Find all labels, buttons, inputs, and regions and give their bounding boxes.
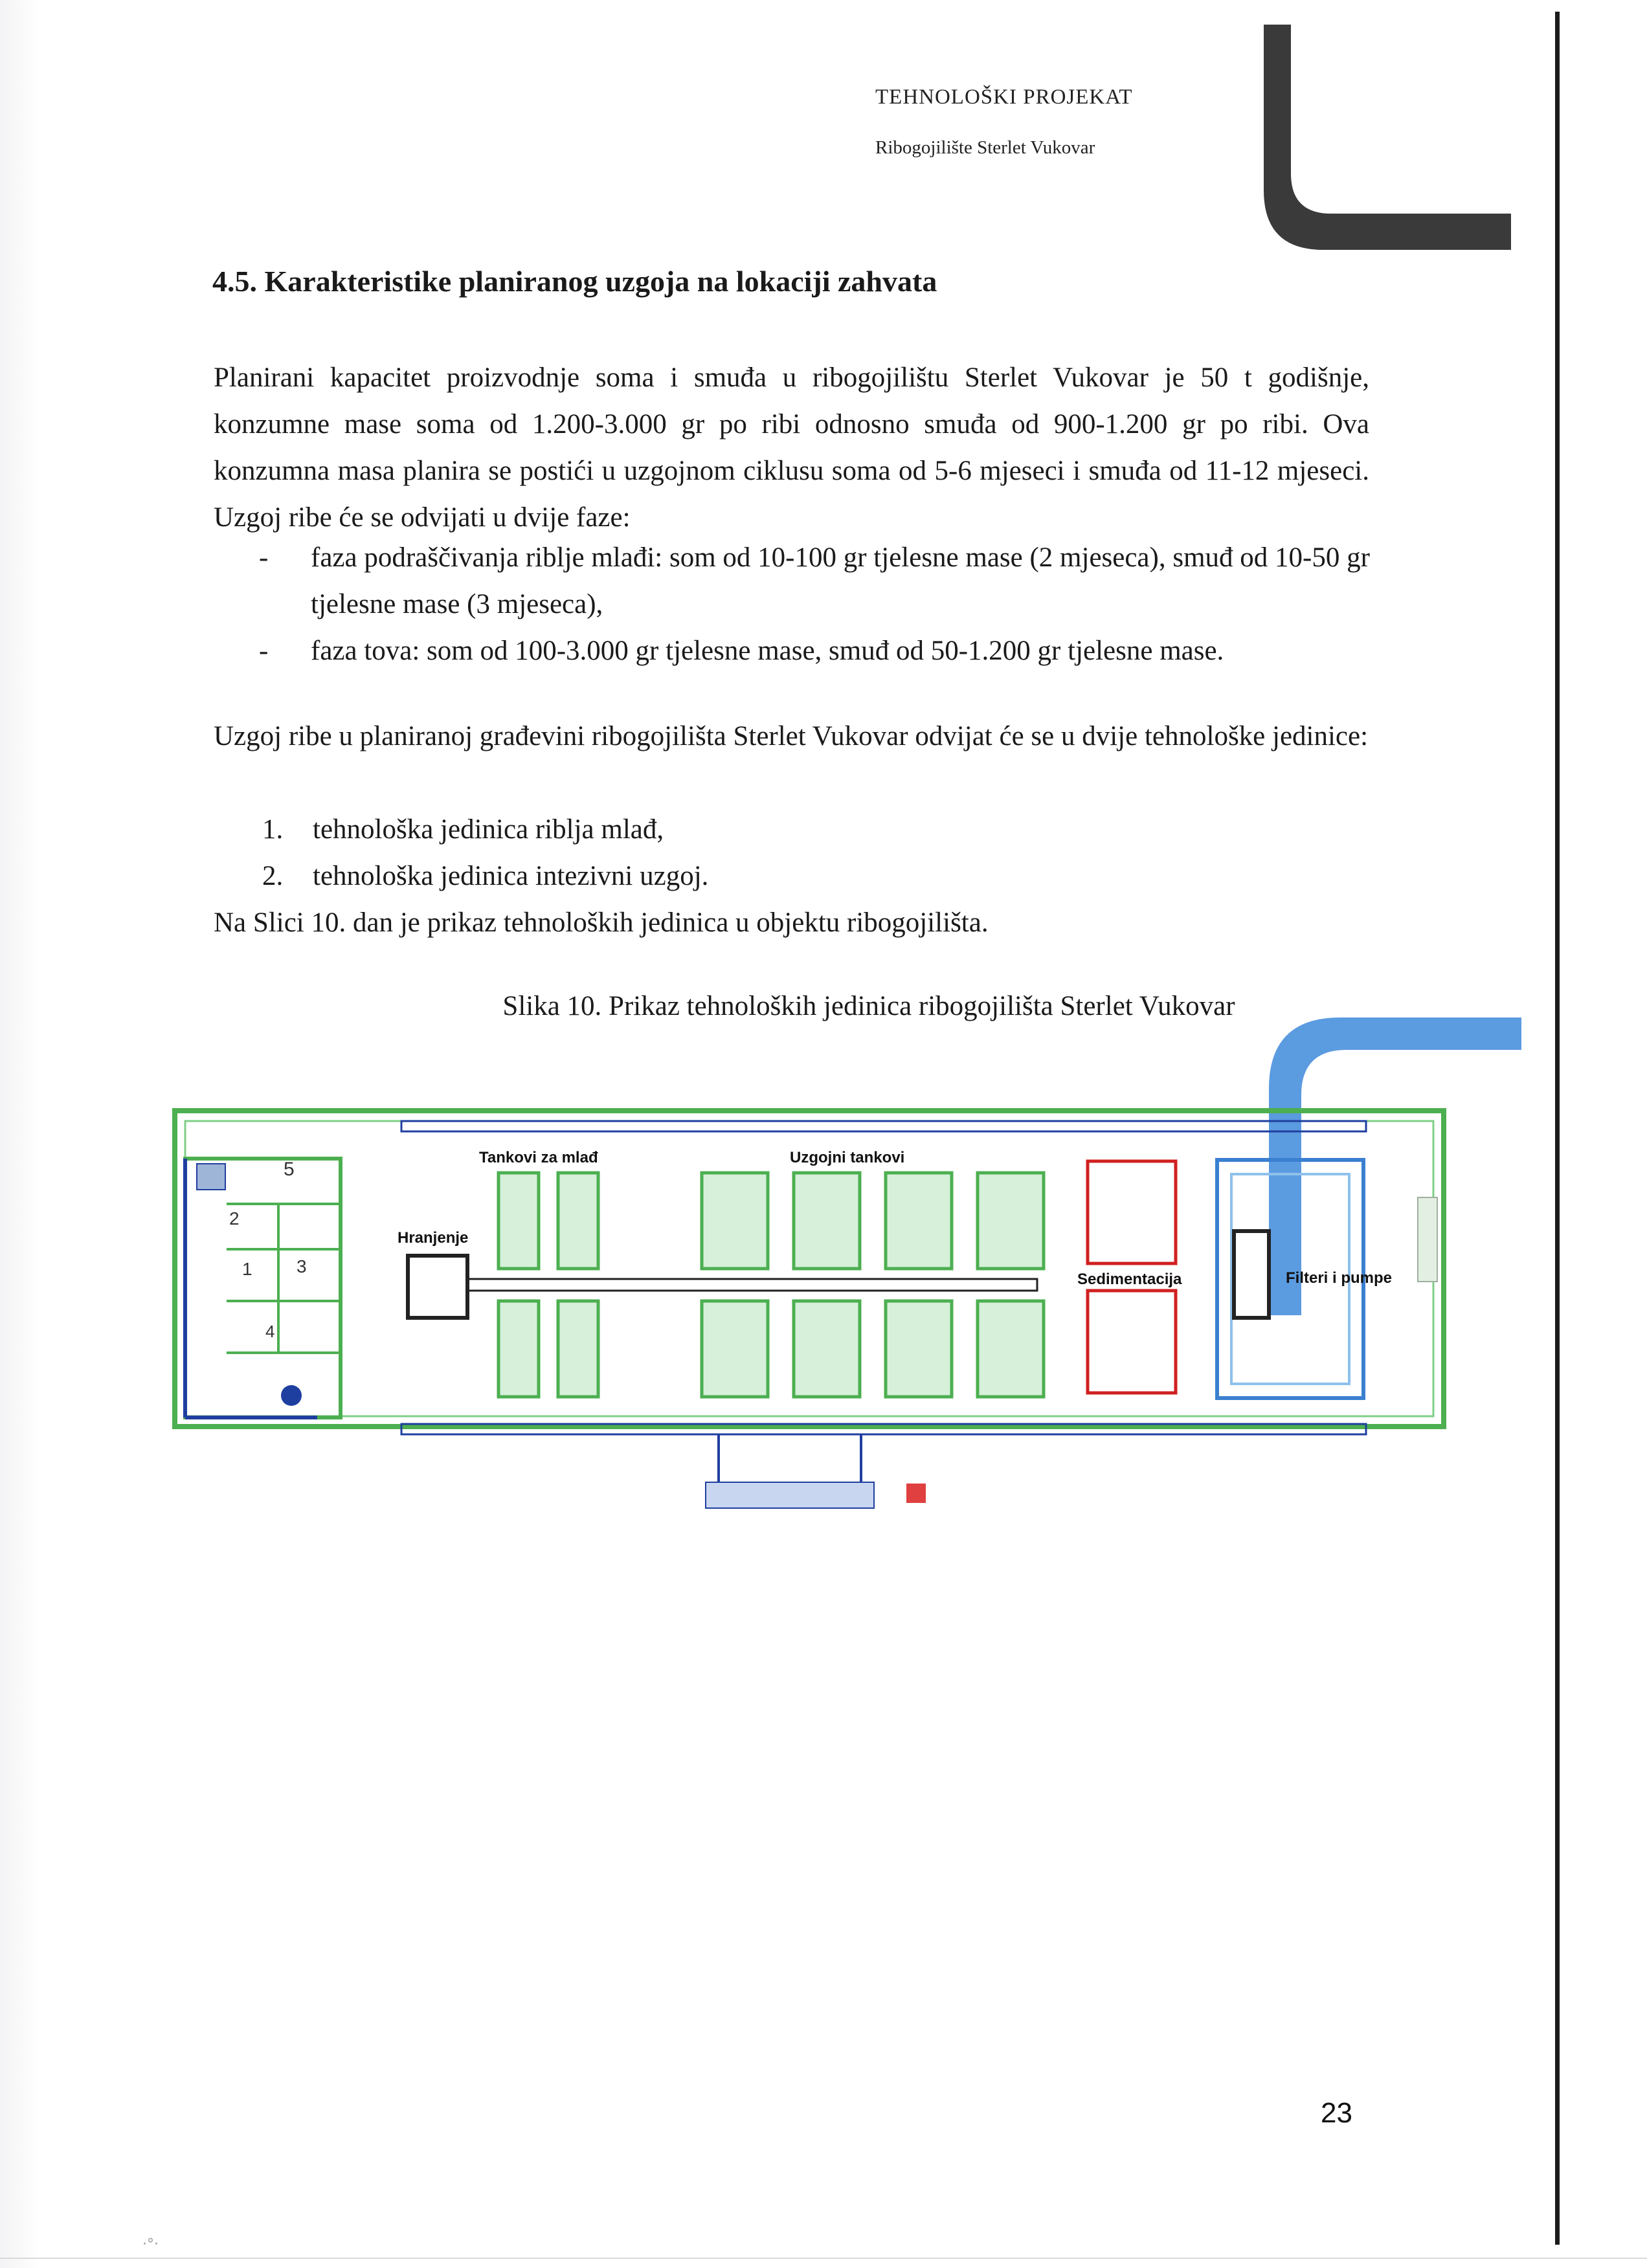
feeding-label: Hranjenje [398,1229,469,1247]
drain-channel [706,1482,874,1508]
bullet-text: faza podraščivanja riblje mlađi: som od 10-100 gr tjelesne mase (2 mjeseca), smuđ od 10-50 gr tjelesne mase (3 mjeseca), [311,542,1370,619]
grow-tank [702,1173,768,1269]
grow-tank [794,1301,860,1397]
fry-tank [499,1301,539,1397]
filters-label: Filteri i pumpe [1286,1269,1393,1287]
room-number: 4 [265,1322,275,1341]
sedimentation-tank [1088,1291,1176,1393]
filter-unit [1234,1231,1269,1318]
list-item: 2. tehnološka jedinica intezivni uzgoj. [262,861,709,891]
paragraph-capacity: Planirani kapacitet proizvodnje soma i smuđa u ribogojilištu Sterlet Vukovar je 50 t godišnje, konzumne mase soma od 1.200-3.000 gr po ribi odnosno smuđa od 900-1.200 gr po ribi. Ova konzumna masa planira se postići u uzgojnom ciklusu soma od 5-6 mjeseci i smuđa od 11-12 mjeseci. Uzgoj ribe će se odvijati u dvije faze: [214,362,1369,533]
grow-tank [702,1301,768,1397]
fry-tank [499,1173,539,1269]
header-subtitle: Ribogojilište Sterlet Vukovar [875,137,1095,158]
feed-line [467,1279,1037,1291]
top-pipe [401,1121,1366,1131]
paragraph-units: Uzgoj ribe u planiranoj građevini ribogojilišta Sterlet Vukovar odvijat će se u dvije tehnološke jedinice: [214,721,1369,751]
room-number: 3 [297,1256,307,1276]
list-item: - faza podraščivanja riblje mlađi: som od 10-100 gr tjelesne mase (2 mjeseca), smuđ od 10-50 gr tjelesne mase (3 mjeseca), [259,542,1370,619]
grow-tank [978,1173,1044,1269]
grow-tank [886,1173,952,1269]
page-number: 23 [1321,2097,1352,2129]
page-edge-shadow [0,0,39,2268]
sedimentation-label: Sedimentacija [1077,1271,1182,1288]
grow-tanks-label: Uzgojni tankovi [790,1149,905,1166]
grow-tank [886,1301,952,1397]
grow-tank [794,1173,860,1269]
bullet-text: faza tova: som od 100-3.000 gr tjelesne mase, smuđ od 50-1.200 gr tjelesne mase. [311,636,1224,666]
header-corner-decoration [1259,25,1511,258]
service-rooms [185,1159,341,1418]
list-item: - faza tova: som od 100-3.000 gr tjelesne mase, smuđ od 50-1.200 gr tjelesne mase. [259,636,1224,666]
scan-speck: ·°· [142,2236,159,2252]
bottom-edge [0,2258,1647,2259]
sedimentation-tank [1088,1161,1176,1263]
floor-plan [162,1081,1457,1521]
grow-tank [978,1301,1044,1397]
fry-tank [558,1173,598,1269]
right-margin-rule [1555,12,1560,2245]
header-title: TEHNOLOŠKI PROJEKAT [875,85,1133,109]
fry-tank [558,1301,598,1397]
unit-list [262,806,708,900]
phase-list [259,535,1372,674]
list-item: 1. tehnološka jedinica riblja mlađ, [262,814,664,845]
feeding-box [408,1256,467,1318]
room-number: 5 [284,1159,295,1180]
section-heading: 4.5. Karakteristike planiranog uzgoja na lokaciji zahvata [212,265,937,298]
paragraph-figure-ref: Na Slici 10. dan je prikaz tehnoloških jedinica u objektu ribogojilišta. [214,907,989,938]
figure-caption: Slika 10. Prikaz tehnoloških jedinica ribogojilišta Sterlet Vukovar [502,991,1235,1021]
fry-tanks-label: Tankovi za mlađ [479,1149,598,1166]
room-number: 1 [242,1259,252,1279]
room-number: 2 [229,1208,240,1228]
